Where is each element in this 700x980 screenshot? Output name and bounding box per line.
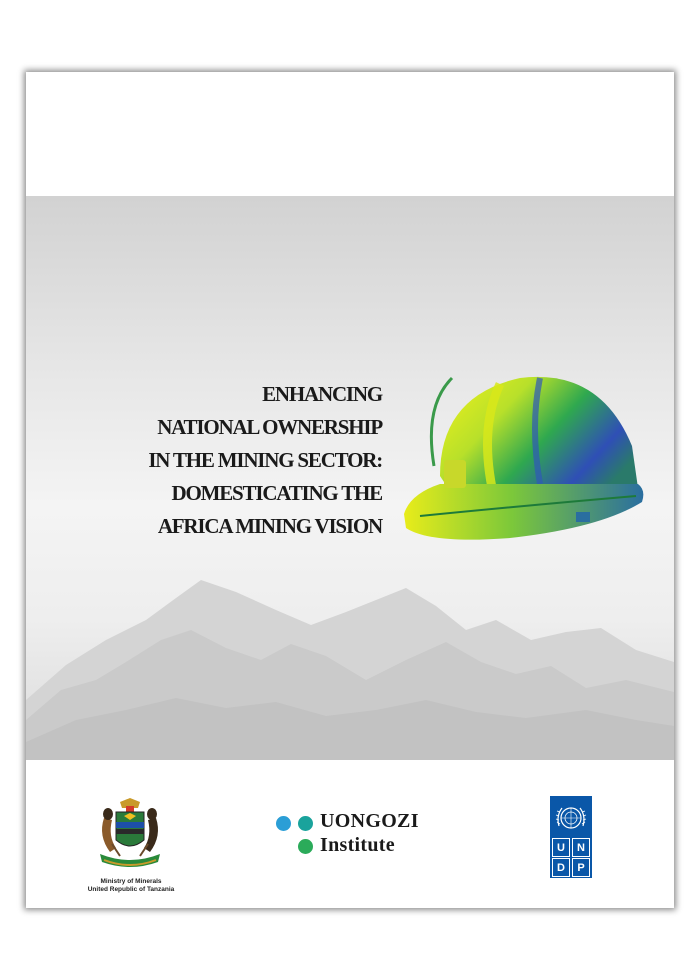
uongozi-subtitle: Institute [320, 834, 395, 856]
report-title [42, 378, 382, 543]
footer-logos [26, 760, 674, 908]
undp-letter: D [552, 858, 570, 877]
hard-hat-icon [400, 356, 648, 546]
title-line: NATIONAL OWNERSHIP [157, 415, 382, 439]
title-line: AFRICA MINING VISION [157, 514, 382, 538]
teal-dot-icon [298, 816, 313, 831]
undp-letter: N [572, 838, 590, 857]
ministry-name: Ministry of Minerals [100, 878, 162, 885]
coat-of-arms-icon [90, 796, 170, 876]
uongozi-logo [276, 810, 456, 870]
cover-banner [26, 196, 674, 760]
green-dot-icon [298, 839, 313, 854]
ministry-caption [66, 878, 196, 894]
mountain-silhouette [26, 570, 674, 760]
uongozi-name: UONGOZI [320, 810, 419, 832]
country-name: United Republic of Tanzania [87, 886, 175, 893]
undp-logo [550, 796, 592, 878]
title-line: ENHANCING [262, 382, 382, 406]
undp-letter: U [552, 838, 570, 857]
blue-dot-icon [276, 816, 291, 831]
undp-letter: P [572, 858, 590, 877]
title-line: IN THE MINING SECTOR: [148, 448, 382, 472]
title-line: DOMESTICATING THE [171, 481, 382, 505]
report-cover [26, 72, 674, 908]
un-emblem-icon [553, 800, 589, 836]
